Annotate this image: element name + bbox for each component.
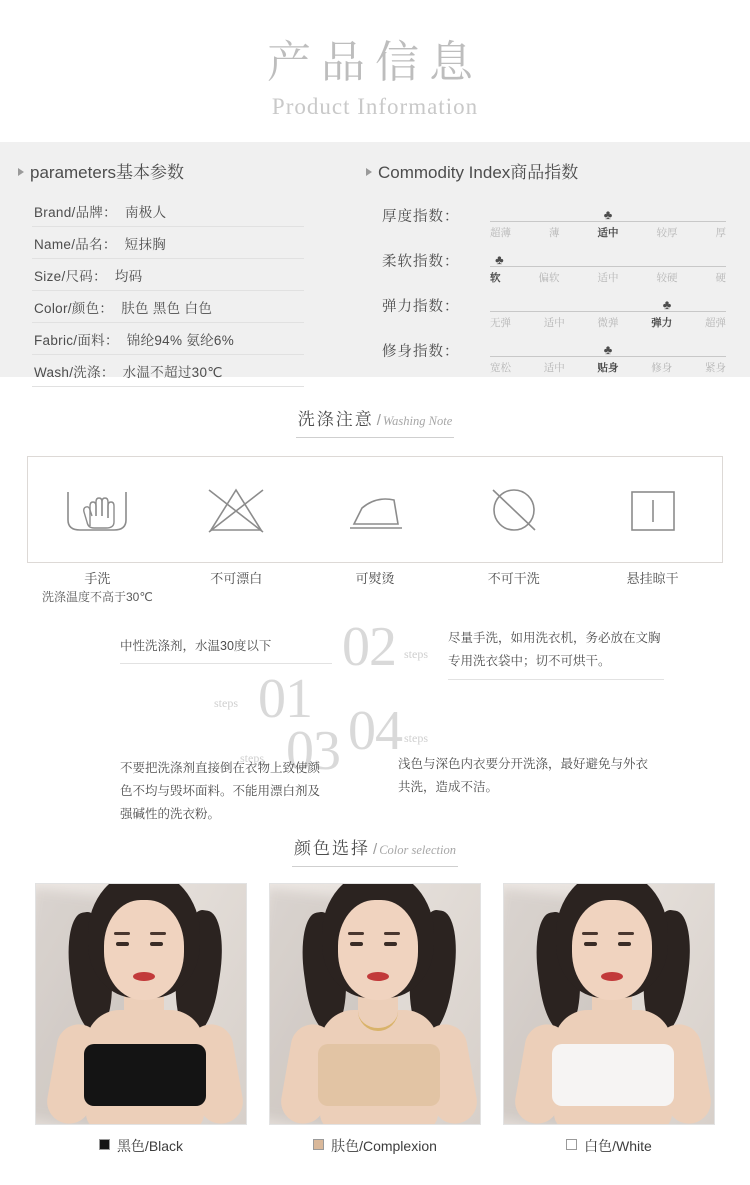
index-row-softness <box>348 244 750 289</box>
step-number-02: 02 <box>342 616 396 678</box>
model-eye <box>618 942 631 946</box>
wash-caption <box>28 569 167 607</box>
wash-icon-cell <box>444 457 583 562</box>
scale-tick: 修身 <box>651 362 673 374</box>
wash-caption <box>306 569 445 607</box>
scale-tick: 偏软 <box>538 272 560 284</box>
index-label: 柔软指数： <box>382 254 460 270</box>
table-row <box>32 195 304 227</box>
scale-tick: 宽松 <box>490 362 511 374</box>
wash-caption-text: 悬挂晾干 <box>626 571 679 586</box>
index-row-thickness <box>348 199 750 244</box>
product-photo-complexion[interactable] <box>269 883 481 1125</box>
divider <box>448 679 664 680</box>
garment-tube-top <box>318 1044 440 1106</box>
scale-tick: 适中 <box>543 317 565 329</box>
model-eye <box>116 942 129 946</box>
param-key: Fabric/面料： <box>34 333 119 348</box>
scale-tick-selected: 贴身 <box>597 362 619 374</box>
color-selection-title-cn: 颜色选择 <box>294 839 371 858</box>
model-lips <box>601 972 623 981</box>
param-key: Name/品名： <box>34 237 117 252</box>
separator-slash: / <box>376 412 381 429</box>
table-row <box>32 259 304 291</box>
page-subtitle: Product Information <box>271 94 479 119</box>
scale-tick-selected: 软 <box>490 272 501 284</box>
washing-note-heading <box>0 405 750 438</box>
wash-caption-text: 手洗 <box>84 571 111 586</box>
color-label: 黑色/Black <box>116 1138 184 1154</box>
scale-tick: 无弹 <box>490 317 511 329</box>
scale-tick: 较厚 <box>656 227 678 239</box>
index-scale <box>490 270 726 285</box>
scale-tick: 硬 <box>715 272 726 284</box>
garment-tube-top <box>84 1044 206 1106</box>
color-options <box>0 883 750 1156</box>
scale-tick: 薄 <box>549 227 560 239</box>
parameters-list <box>32 195 304 387</box>
wash-caption-text: 可熨烫 <box>355 571 395 586</box>
scale-tick: 微弹 <box>597 317 619 329</box>
page-title: 产品信息 <box>267 37 483 88</box>
clover-marker-icon: ♣ <box>603 342 613 357</box>
step-text-01: 中性洗涤剂，水温30度以下 <box>120 639 272 653</box>
scale-tick: 较硬 <box>656 272 678 284</box>
commodity-index-section-title: Commodity Index商品指数 <box>348 142 750 183</box>
model-brow <box>348 932 364 935</box>
no-bleach-icon <box>199 482 273 538</box>
commodity-index-column <box>348 142 750 377</box>
step-text-04: 浅色与深色内衣要分开洗涤，最好避免与外衣共洗，造成不洁。 <box>398 757 649 794</box>
washing-note-title-en: Washing Note <box>382 414 453 428</box>
steps-label: steps <box>404 731 428 745</box>
color-selection-heading <box>0 834 750 867</box>
index-scale <box>490 225 726 240</box>
model-eye <box>384 942 397 946</box>
model-brow <box>150 932 166 935</box>
parameters-column <box>0 142 348 380</box>
index-label: 厚度指数： <box>382 209 460 225</box>
garment-tube-top <box>552 1044 674 1106</box>
index-scale <box>490 360 726 375</box>
step-number-03: 03 <box>286 720 340 782</box>
model-face <box>104 900 184 1000</box>
index-label: 修身指数： <box>382 344 460 360</box>
index-label: 弹力指数： <box>382 299 460 315</box>
wash-icon-cell <box>583 457 722 562</box>
table-row <box>32 291 304 323</box>
washing-captions <box>28 569 722 607</box>
index-track <box>490 252 726 267</box>
steps-label: steps <box>404 647 428 661</box>
param-value: 锦纶94% 氨纶6% <box>126 333 235 348</box>
param-key: Size/尺码： <box>34 269 107 284</box>
color-caption <box>269 1136 481 1156</box>
param-value: 肤色 黑色 白色 <box>121 301 213 316</box>
index-track <box>490 207 726 222</box>
wash-caption-sub: 洗涤温度不高于30℃ <box>41 590 153 604</box>
model-lips <box>367 972 389 981</box>
model-brow <box>618 932 634 935</box>
product-photo-white[interactable] <box>503 883 715 1125</box>
divider <box>120 663 332 664</box>
step-number-01: 01 <box>258 668 312 730</box>
index-track <box>490 297 726 312</box>
model-eye <box>584 942 597 946</box>
color-label: 肤色/Complexion <box>331 1138 437 1154</box>
index-scale <box>490 315 726 330</box>
scale-tick: 厚 <box>715 227 726 239</box>
param-value: 南极人 <box>124 205 167 220</box>
scale-tick-selected: 适中 <box>597 227 619 239</box>
color-option-white[interactable] <box>503 883 715 1156</box>
line-dry-icon <box>616 482 690 538</box>
param-key: Color/颜色： <box>34 301 114 316</box>
param-key: Brand/品牌： <box>34 205 117 220</box>
step-text-02: 尽量手洗，如用洗衣机，务必放在文胸专用洗衣袋中；切不可烘干。 <box>448 631 661 668</box>
wash-caption <box>583 569 722 607</box>
scale-tick: 适中 <box>543 362 565 374</box>
index-track <box>490 342 726 357</box>
table-row <box>32 227 304 259</box>
model-brow <box>582 932 598 935</box>
steps-section <box>0 613 750 828</box>
color-option-black[interactable] <box>35 883 247 1156</box>
model-brow <box>384 932 400 935</box>
washing-note-title-cn: 洗涤注意 <box>297 410 374 429</box>
clover-marker-icon: ♣ <box>495 252 504 267</box>
color-swatch <box>99 1139 110 1150</box>
steps-label: steps <box>214 696 238 710</box>
wash-caption <box>444 569 583 607</box>
scale-tick-selected: 弹力 <box>651 317 673 329</box>
table-row <box>32 323 304 355</box>
model-eye <box>150 942 163 946</box>
color-caption <box>35 1136 247 1156</box>
page-header <box>0 0 750 120</box>
wash-caption <box>167 569 306 607</box>
model-lips <box>133 972 155 981</box>
model-face <box>572 900 652 1000</box>
product-photo-black[interactable] <box>35 883 247 1125</box>
triangle-bullet-icon <box>18 168 24 176</box>
model-brow <box>114 932 130 935</box>
wash-caption-text: 不可干洗 <box>487 571 540 586</box>
scale-tick: 超弹 <box>705 317 726 329</box>
param-value: 短抹胸 <box>124 237 167 252</box>
triangle-bullet-icon <box>366 168 372 176</box>
scale-tick: 适中 <box>597 272 619 284</box>
color-caption <box>503 1136 715 1156</box>
scale-tick: 紧身 <box>705 362 726 374</box>
color-option-complexion[interactable] <box>269 883 481 1156</box>
parameters-section-title: parameters基本参数 <box>0 142 348 183</box>
separator-slash: / <box>373 841 378 858</box>
index-row-fit <box>348 334 750 379</box>
commodity-index-list <box>348 199 750 379</box>
hand-wash-icon <box>60 482 134 538</box>
washing-icons-box <box>27 456 723 563</box>
no-dry-clean-icon <box>477 482 551 538</box>
param-value: 均码 <box>114 269 143 284</box>
clover-marker-icon: ♣ <box>662 297 672 312</box>
parameters-band <box>0 142 750 380</box>
param-key: Wash/洗涤： <box>34 365 115 380</box>
steps-label: steps <box>240 751 264 765</box>
table-row <box>32 355 304 387</box>
iron-ok-icon <box>338 482 412 538</box>
color-selection-title-en: Color selection <box>379 843 456 857</box>
step-text-03: 不要把洗涤剂直接倒在衣物上致使颜色不均与毁坏面料。不能用漂白剂及强碱性的洗衣粉。 <box>120 761 321 821</box>
index-row-elasticity <box>348 289 750 334</box>
step-number-04: 04 <box>348 700 402 762</box>
param-value: 水温不超过30℃ <box>122 365 223 380</box>
clover-marker-icon: ♣ <box>603 207 613 222</box>
model-eye <box>350 942 363 946</box>
scale-tick: 超薄 <box>490 227 511 239</box>
color-label: 白色/White <box>584 1138 652 1154</box>
model-face <box>338 900 418 1000</box>
wash-icon-cell <box>28 457 167 562</box>
wash-caption-text: 不可漂白 <box>210 571 263 586</box>
color-swatch <box>313 1139 324 1150</box>
wash-icon-cell <box>167 457 306 562</box>
wash-icon-cell <box>306 457 445 562</box>
color-swatch <box>566 1139 577 1150</box>
